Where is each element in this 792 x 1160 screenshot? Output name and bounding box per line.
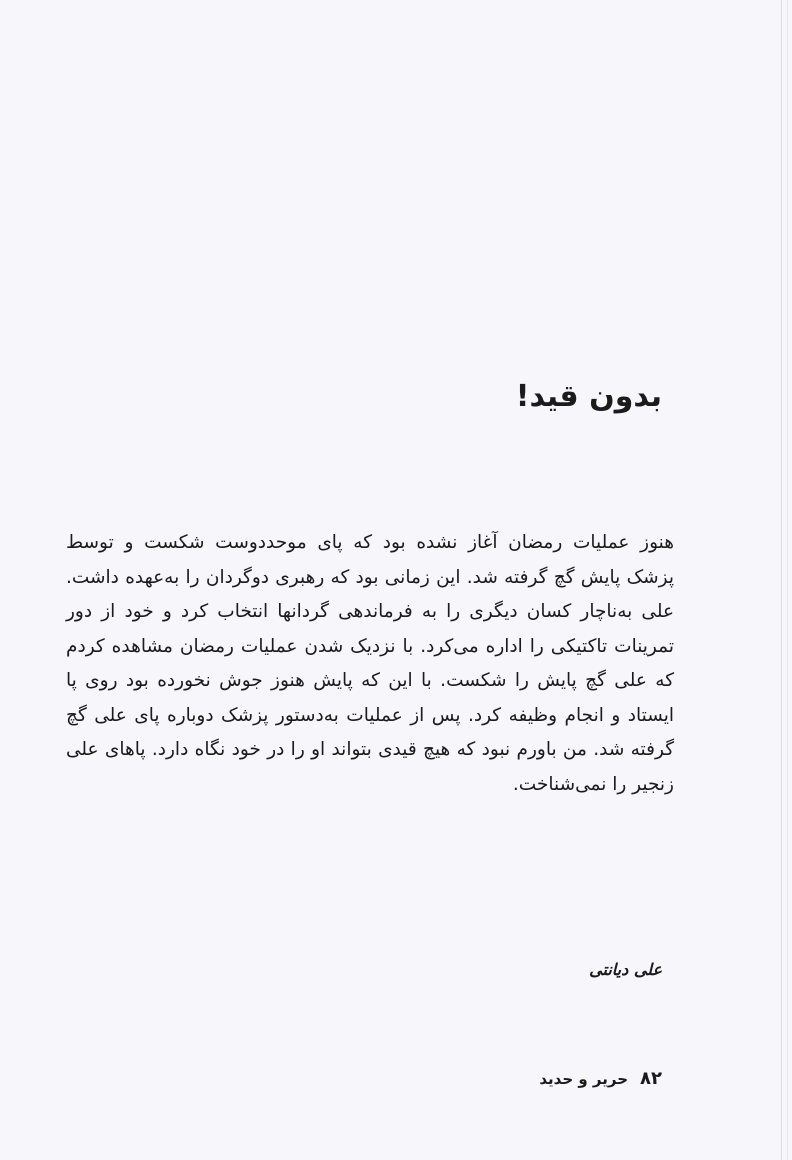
book-title: حریر و حدید (539, 1070, 629, 1088)
page-title: بدون قید! (515, 379, 662, 414)
body-paragraph: هنوز عملیات رمضان آغاز نشده بود که پای موحددوست شکست و توسط پزشک پایش گچ گرفته شد. این زمانی بود که رهبری دوگردان را به‌عهده داشت. علی به‌ناچار کسان دیگری را به فرماندهی گردانها انتخاب کرد و خود از دور تمرینات تاکتیکی را اداره می‌کرد. با نزدیک شدن عملیات رمضان مشاهده کردم که علی گچ پایش را شکست. با این که پایش هنوز جوش نخورده بود روی پا ایستاد و انجام وظیفه کرد. پس از عملیات به‌دستور پزشک دوباره پای علی گچ گرفته شد. من باورم نبود که هیچ قیدی بتواند او را در خود نگاه دارد. پاهای علی زنجیر را نمی‌شناخت. (66, 532, 674, 795)
page-edge (781, 0, 782, 1160)
page-number: ۸۲ (640, 1068, 662, 1089)
page-edge-outer (787, 0, 788, 1160)
author-signature: علی دیانتی (589, 960, 662, 979)
page-footer (539, 1068, 662, 1089)
